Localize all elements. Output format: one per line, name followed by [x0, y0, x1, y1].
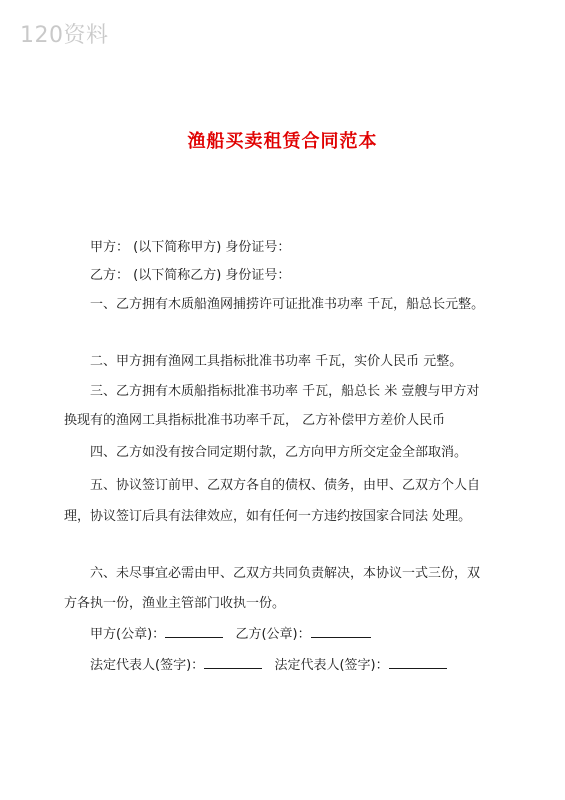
legal-rep-a-label: 法定代表人(签字)： — [90, 658, 205, 673]
clause-2: 二、甲方拥有渔网工具指标批准书功率 千瓦，实价人民币 元整。 — [90, 354, 463, 369]
party-b-seal-blank — [311, 625, 371, 638]
clause-3-line-1: 三、乙方拥有木质船指标批准书功率 千瓦，船总长 米 壹艘与甲方对 — [90, 384, 480, 399]
party-b-seal-label: 乙方(公章)： — [235, 627, 311, 642]
party-b-line: 乙方： (以下简称乙方) 身份证号： — [90, 268, 291, 283]
party-a-line: 甲方： (以下简称甲方) 身份证号： — [90, 240, 291, 255]
party-a-seal-blank — [165, 625, 223, 638]
legal-rep-b-blank — [389, 656, 447, 669]
clause-3-line-2: 换现有的渔网工具指标批准书功率千瓦， 乙方补偿甲方差价人民币 — [64, 413, 446, 428]
legal-rep-a-blank — [204, 656, 262, 669]
seal-line — [90, 625, 504, 643]
legal-rep-line — [90, 656, 504, 674]
page-title: 渔船买卖租赁合同范本 — [187, 131, 378, 152]
party-a-seal-label: 甲方(公章)： — [90, 627, 166, 642]
clause-4: 四、乙方如没有按合同定期付款，乙方向甲方所交定金全部取消。 — [90, 445, 468, 460]
clause-5-line-2: 理，协议签订后具有法律效应，如有任何一方违约按国家合同法 处理。 — [64, 509, 472, 524]
legal-rep-b-label: 法定代表人(签字)： — [274, 658, 389, 673]
clause-1: 一、乙方拥有木质船渔网捕捞许可证批准书功率 千瓦，船总长元整。 — [90, 297, 485, 312]
clause-5-line-1: 五、协议签订前甲、乙双方各自的债权、债务，由甲、乙双方个人自 — [90, 478, 481, 493]
clause-6-line-2: 方各执一份，渔业主管部门收执一份。 — [64, 596, 286, 611]
watermark-logo: 120资料 — [20, 23, 109, 48]
clause-6-line-1: 六、未尽事宜必需由甲、乙双方共同负责解决，本协议一式三份，双 — [90, 566, 481, 581]
